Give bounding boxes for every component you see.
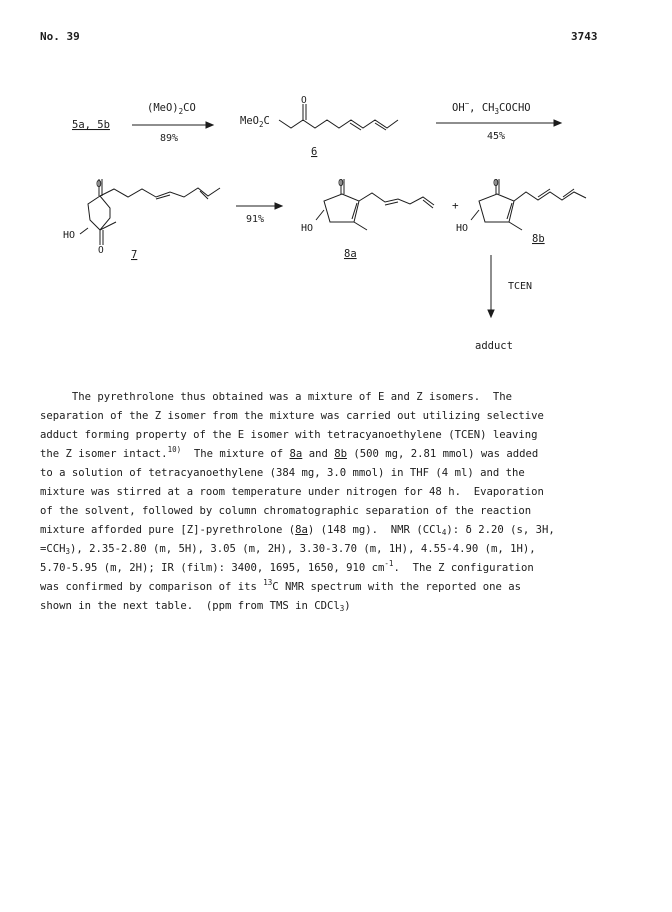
oxygen-atom-7b: O [98,245,104,256]
line-4: the Z isomer intact.$^{10)}$ The mixture of 8a and 8b (500 mg, 2.81 mmol) was added [40,445,539,460]
line-10: 5.70-5.95 (m, 2H); IR (film): 3400, 1695, 1650, 910 $cm^{-1}$. The Z configuration [40,559,534,574]
line-1: The pyrethrolone thus obtained was a mixture of E and Z isomers. The [40,391,512,403]
ester-group: MeO$_2$C [240,115,270,129]
oxygen-atom-7: O [96,179,102,190]
line-6: mixture was stirred at a room temperature under nitrogen for 48 h. Evaporation [40,486,544,498]
yield-step-2: 45% [487,131,506,142]
line-2: separation of the Z isomer from the mixture was carried out utilizing selective [40,410,544,422]
compound-6-structure [279,104,398,130]
oxygen-atom-8a: O [338,178,344,189]
hydroxyl-8b: HO [456,223,469,234]
compound-label-8a: 8a [344,248,357,260]
plus-sign: + [452,199,459,212]
oxygen-atom-6: O [301,95,307,106]
oxygen-atom-8b: O [493,178,499,189]
reagent-tcen: TCEN [508,281,533,292]
journal-issue: No. 39 [40,30,80,43]
compound-label-7: 7 [131,249,138,261]
page-number: 3743 [571,30,598,43]
yield-step-1: 89% [160,133,179,144]
line-7: of the solvent, followed by column chromatographic separation of the reaction [40,505,532,517]
line-8: mixture afforded pure [Z]-pyrethrolone (8a) (148 mg). NMR (CCl$_4$): δ 2.20 (s, 3H, [40,524,555,537]
line-11: was confirmed by comparison of its $^{13}$C NMR spectrum with the reported one as [40,578,522,593]
compound-label-8b: 8b [532,233,545,245]
reaction-scheme [0,0,672,370]
compound-label-6: 6 [311,146,318,158]
reagent-dimethyl-carbonate: $(MeO)_2CO$ [147,102,196,116]
hydroxyl-7: HO [63,230,76,241]
line-3: adduct forming property of the E isomer with tetracyanoethylene (TCEN) leaving [40,429,538,441]
line-9: $=CCH_3$), 2.35-2.80 (m, 5H), 3.05 (m, 2H), 3.30-3.70 (m, 1H), 4.55-4.90 (m, 1H), [40,543,536,556]
reactants-5a-5b: 5a, 5b [72,119,110,131]
hydroxyl-8a: HO [301,223,314,234]
reagent-hydroxide-methylglyoxal: OH−, $CH_3COCHO$ [452,99,531,116]
compound-8a-structure [316,179,434,230]
line-5: to a solution of tetracyanoethylene (384 mg, 3.0 mmol) in THF (4 ml) and the [40,467,525,479]
line-12: shown in the next table. (ppm from TMS in CDCl$_3$) [40,600,351,613]
product-adduct: adduct [475,340,513,352]
compound-8b-structure [471,179,586,230]
reference-superscript: 10) [167,445,182,454]
yield-step-3: 91% [246,214,265,225]
experimental-paragraph [40,388,640,616]
